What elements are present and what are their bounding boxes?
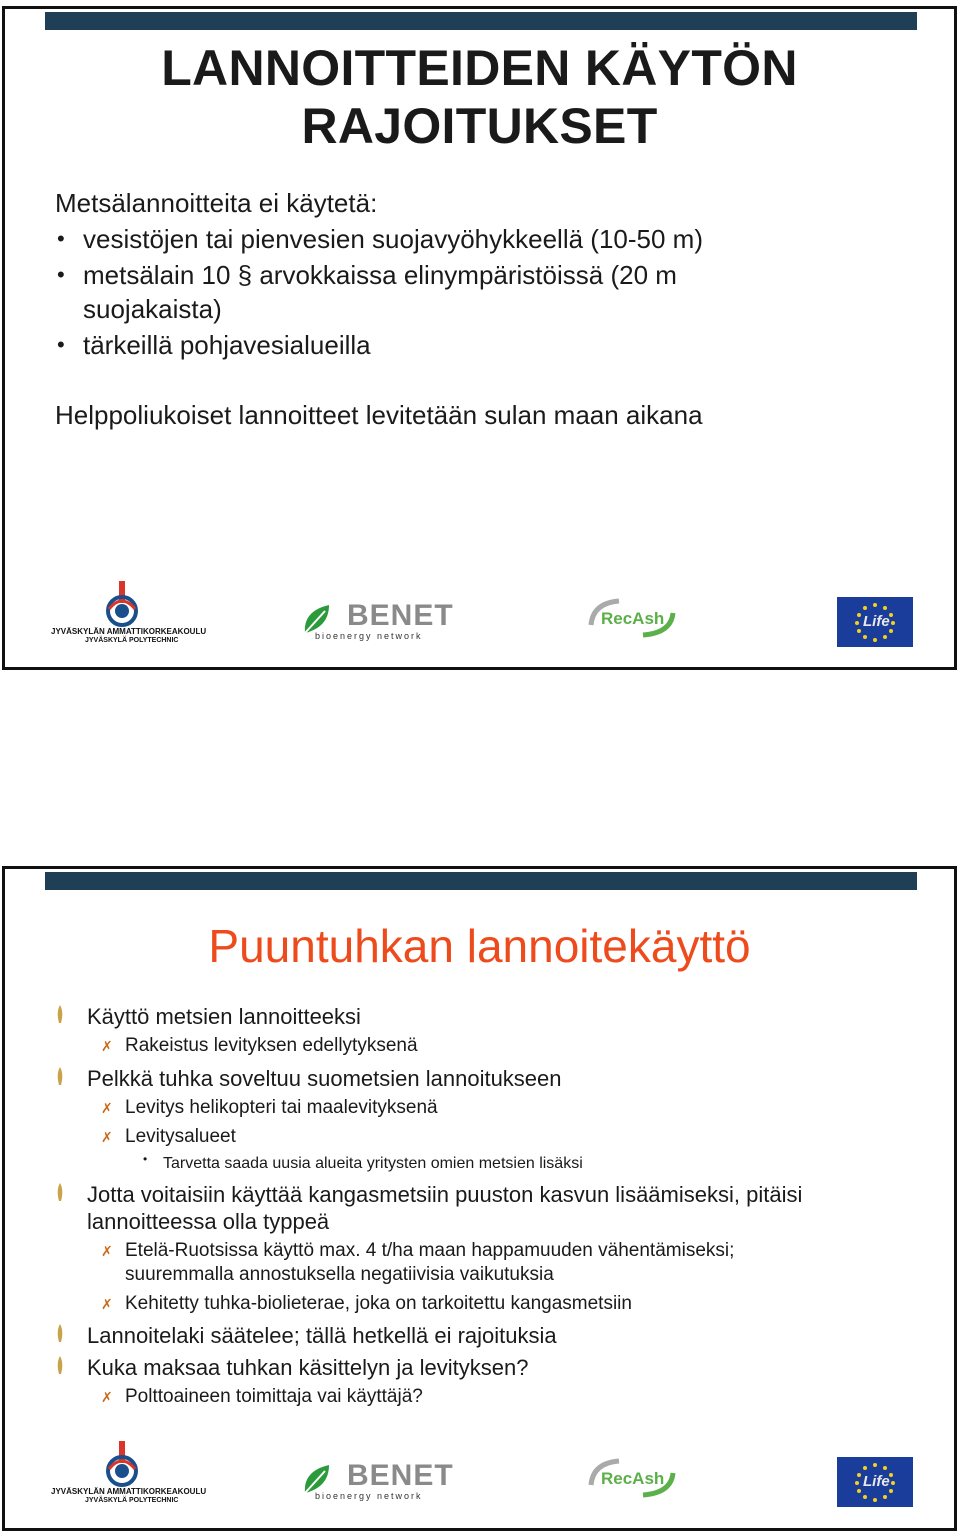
slide-title-line-2: RAJOITUKSET xyxy=(301,98,658,154)
list-item: Etelä-Ruotsissa käyttö max. 4 t/ha maan happamuuden vähentämiseksi; xyxy=(125,1240,735,1261)
bullet-item: tärkeillä pohjavesialueilla xyxy=(83,330,371,360)
bullet-dot: • xyxy=(57,262,65,287)
logo-strip xyxy=(5,579,954,655)
level2-bullet-icon: ✗ xyxy=(101,1389,113,1405)
benet-tagline: bioenergy network xyxy=(315,1491,423,1501)
benet-logo xyxy=(299,1459,454,1505)
life-text: Life xyxy=(863,613,890,630)
benet-name: BENET xyxy=(347,1459,454,1492)
level1-bullet-icon xyxy=(55,1066,65,1091)
recash-logo xyxy=(583,1455,683,1505)
slide-1 xyxy=(2,6,957,670)
bullet-item: metsälain 10 § arvokkaissa elinympäristöissä (20 m xyxy=(83,260,677,290)
benet-logo xyxy=(299,599,454,645)
jamk-name: JYVÄSKYLÄN AMMATTIKORKEAKOULU xyxy=(51,1487,207,1496)
list-item: Pelkkä tuhka soveltuu suometsien lannoitukseen xyxy=(87,1066,562,1091)
level1-bullet-icon xyxy=(55,1323,65,1348)
bullet-dot: • xyxy=(57,332,65,357)
jamk-logo xyxy=(49,1439,207,1509)
level2-bullet-icon: ✗ xyxy=(101,1129,113,1145)
jamk-subname: JYVÄSKYLÄ POLYTECHNIC xyxy=(85,637,179,644)
bullet-item: vesistöjen tai pienvesien suojavyöhykkeellä (10-50 m) xyxy=(83,224,703,254)
list-item: Tarvetta saada uusia alueita yritysten omien metsien lisäksi xyxy=(163,1155,583,1172)
slide-title-line-1: LANNOITTEIDEN KÄYTÖN xyxy=(161,40,798,96)
jamk-logo xyxy=(49,579,207,649)
level1-bullet-icon xyxy=(55,1182,65,1207)
list-item: Rakeistus levityksen edellytyksenä xyxy=(125,1035,418,1056)
logo-strip xyxy=(5,1439,954,1515)
list-item: Lannoitelaki säätelee; tällä hetkellä ei rajoituksia xyxy=(87,1323,557,1348)
level2-bullet-icon: ✗ xyxy=(101,1038,113,1054)
eu-life-logo xyxy=(837,597,913,647)
bullet-dot: • xyxy=(57,226,65,251)
list-item: Levitys helikopteri tai maalevityksenä xyxy=(125,1097,438,1118)
jamk-name: JYVÄSKYLÄN AMMATTIKORKEAKOULU xyxy=(51,627,207,636)
eu-life-logo xyxy=(837,1457,913,1507)
level1-bullet-icon xyxy=(55,1004,65,1029)
life-text: Life xyxy=(863,1473,890,1490)
benet-name: BENET xyxy=(347,599,454,632)
level2-bullet-icon: ✗ xyxy=(101,1296,113,1312)
level1-bullet-icon xyxy=(55,1355,65,1380)
list-item-continued: suuremmalla annostuksella negatiivisia vaikutuksia xyxy=(125,1264,554,1285)
subheading: Metsälannoitteita ei käytetä: xyxy=(55,188,378,218)
list-item: Levitysalueet xyxy=(125,1126,236,1147)
slide-title: Puuntuhkan lannoitekäyttö xyxy=(208,920,751,972)
slide-top-bar xyxy=(45,872,917,890)
list-item: Jotta voitaisiin käyttää kangasmetsiin puuston kasvun lisäämiseksi, pitäisi xyxy=(87,1182,803,1207)
list-item: Käyttö metsien lannoitteeksi xyxy=(87,1004,361,1029)
level3-bullet-dot: • xyxy=(143,1152,148,1166)
note-text: Helppoliukoiset lannoitteet levitetään sulan maan aikana xyxy=(55,400,703,430)
bullet-item-continued: suojakaista) xyxy=(83,294,222,324)
recash-name: RecAsh xyxy=(601,1469,665,1488)
recash-name: RecAsh xyxy=(601,609,665,628)
list-item-continued: lannoitteessa olla typpeä xyxy=(87,1209,330,1234)
list-item: Kehitetty tuhka-biolieterae, joka on tarkoitettu kangasmetsiin xyxy=(125,1293,632,1314)
level2-bullet-icon: ✗ xyxy=(101,1100,113,1116)
list-item: Kuka maksaa tuhkan käsittelyn ja levityksen? xyxy=(87,1355,529,1380)
slide-2 xyxy=(2,866,957,1531)
recash-logo xyxy=(583,595,683,645)
jamk-subname: JYVÄSKYLÄ POLYTECHNIC xyxy=(85,1497,179,1504)
list-item: Polttoaineen toimittaja vai käyttäjä? xyxy=(125,1386,423,1407)
slide-top-bar xyxy=(45,12,917,30)
level2-bullet-icon: ✗ xyxy=(101,1243,113,1259)
benet-tagline: bioenergy network xyxy=(315,631,423,641)
